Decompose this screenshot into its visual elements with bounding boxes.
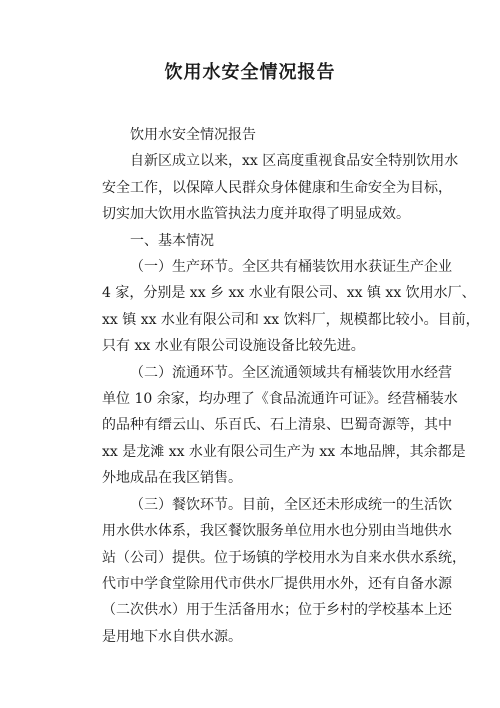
document-title: 饮用水安全情况报告 <box>164 62 336 83</box>
text-line: xx 是龙滩 xx 水业有限公司生产为 xx 本地品牌，其余都是 <box>102 443 466 460</box>
text-line: 代市中学食堂除用代市供水厂提供用水外，还有自备水源 <box>102 575 452 592</box>
paragraph <box>74 360 466 492</box>
text-line: 切实加大饮用水监管执法力度并取得了明显成效。 <box>102 206 410 223</box>
paragraph <box>74 254 480 360</box>
text-line: 是用地下水自供水源。 <box>102 628 242 645</box>
text-line: 的品种有缙云山、乐百氏、石上清泉、巴蜀奇源等，其中 <box>102 417 452 434</box>
text-line: 自新区成立以来，xx 区高度重视食品安全特别饮用水 <box>130 153 459 170</box>
text-line: 饮用水安全情况报告 <box>130 127 256 143</box>
text-line: 用水供水体系，我区餐饮服务单位用水也分别由当地供水 <box>102 523 452 540</box>
text-line: 站（公司）提供。位于场镇的学校用水为自来水供水系统， <box>102 549 466 566</box>
paragraph <box>74 122 430 148</box>
document-body <box>74 122 480 650</box>
paragraph <box>74 492 466 650</box>
text-line: 只有 xx 水业有限公司设施设备比较先进。 <box>102 338 365 355</box>
text-line: 单位 10 余家，均办理了《食品流通许可证》。经营桶装水 <box>102 391 458 408</box>
text-line: xx 镇 xx 水业有限公司和 xx 饮料厂，规模都比较小。目前， <box>102 311 480 328</box>
text-line: 外地成品在我区销售。 <box>102 470 242 487</box>
text-line: （二次供水）用于生活备用水；位于乡村的学校基本上还 <box>102 602 452 619</box>
section-heading <box>74 228 430 254</box>
text-line: （三）餐饮环节。目前，全区还未形成统一的生活饮 <box>130 496 452 513</box>
text-line: （二）流通环节。全区流通领域共有桶装饮用水经营 <box>130 364 452 381</box>
text-line: （一）生产环节。全区共有桶装饮用水获证生产企业 <box>130 259 452 276</box>
text-line: 安全工作，以保障人民群众身体健康和生命安全为目标， <box>102 179 452 196</box>
text-line: 4 家，分别是 xx 乡 xx 水业有限公司、xx 镇 xx 饮用水厂、 <box>102 285 476 302</box>
text-line: 一、基本情况 <box>130 232 214 249</box>
paragraph <box>74 148 459 227</box>
